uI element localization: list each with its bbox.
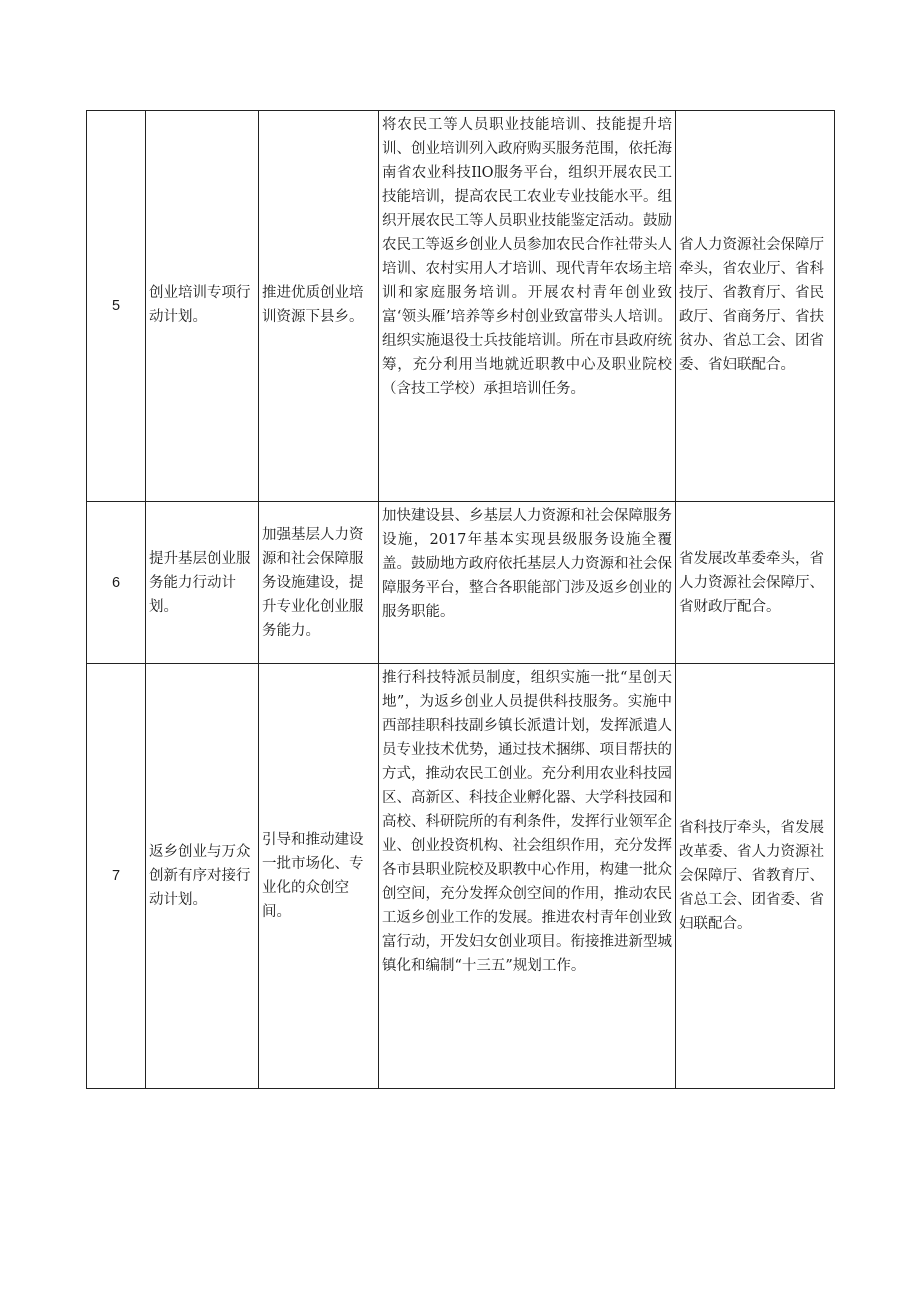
plan-name: 创业培训专项行动计划。	[146, 111, 259, 502]
plan-tasks: 加快建设县、乡基层人力资源和社会保障服务设施，2017年基本实现县级服务设施全覆盖。鼓励地方政府依托基层人力资源和社会保障服务平台，整合各职能部门涉及返乡创业的服务职能。	[379, 502, 676, 664]
table-row	[87, 664, 835, 1089]
table-row	[87, 111, 835, 502]
plan-name: 返乡创业与万众创新有序对接行动计划。	[146, 664, 259, 1089]
plan-goal: 推进优质创业培训资源下县乡。	[259, 111, 379, 502]
plan-name: 提升基层创业服务能力行动计划。	[146, 502, 259, 664]
responsible-departments: 省人力资源社会保障厅牵头，省农业厅、省科技厅、省教育厅、省民政厅、省商务厅、省扶贫办、省总工会、团省委、省妇联配合。	[676, 111, 835, 502]
plan-tasks: 将农民工等人员职业技能培训、技能提升培训、创业培训列入政府购买服务范围，依托海南省农业科技IlO服务平台，组织开展农民工技能培训，提高农民工农业专业技能水平。组织开展农民工等人员职业技能鉴定活动。鼓励农民工等返乡创业人员参加农民合作社带头人培训、农村实用人才培训、现代青年农场主培训和家庭服务培训。开展农村青年创业致富‘领头雁’培养等乡村创业致富带头人培训。组织实施退役士兵技能培训。所在市县政府统筹，充分利用当地就近职教中心及职业院校（含技工学校）承担培训任务。	[379, 111, 676, 502]
plan-goal: 加强基层人力资源和社会保障服务设施建设，提升专业化创业服务能力。	[259, 502, 379, 664]
responsible-departments: 省发展改革委牵头，省人力资源社会保障厅、省财政厅配合。	[676, 502, 835, 664]
plan-goal: 引导和推动建设一批市场化、专业化的众创空间。	[259, 664, 379, 1089]
row-number: 6	[87, 502, 146, 664]
table-row	[87, 502, 835, 664]
plan-tasks: 推行科技特派员制度，组织实施一批“星创天地”，为返乡创业人员提供科技服务。实施中西部挂职科技副乡镇长派遣计划，发挥派遣人员专业技术优势，通过技术捆绑、项目帮扶的方式，推动农民工创业。充分利用农业科技园区、高新区、科技企业孵化器、大学科技园和高校、科研院所的有利条件，发挥行业领军企业、创业投资机构、社会组织作用，充分发挥各市县职业院校及职教中心作用，构建一批众创空间，充分发挥众创空间的作用，推动农民工返乡创业工作的发展。推进农村青年创业致富行动，开发妇女创业项目。衔接推进新型城镇化和编制“十三五”规划工作。	[379, 664, 676, 1089]
action-plan-table	[86, 110, 835, 1089]
responsible-departments: 省科技厅牵头，省发展改革委、省人力资源社会保障厅、省教育厅、省总工会、团省委、省妇联配合。	[676, 664, 835, 1089]
row-number: 5	[87, 111, 146, 502]
row-number: 7	[87, 664, 146, 1089]
